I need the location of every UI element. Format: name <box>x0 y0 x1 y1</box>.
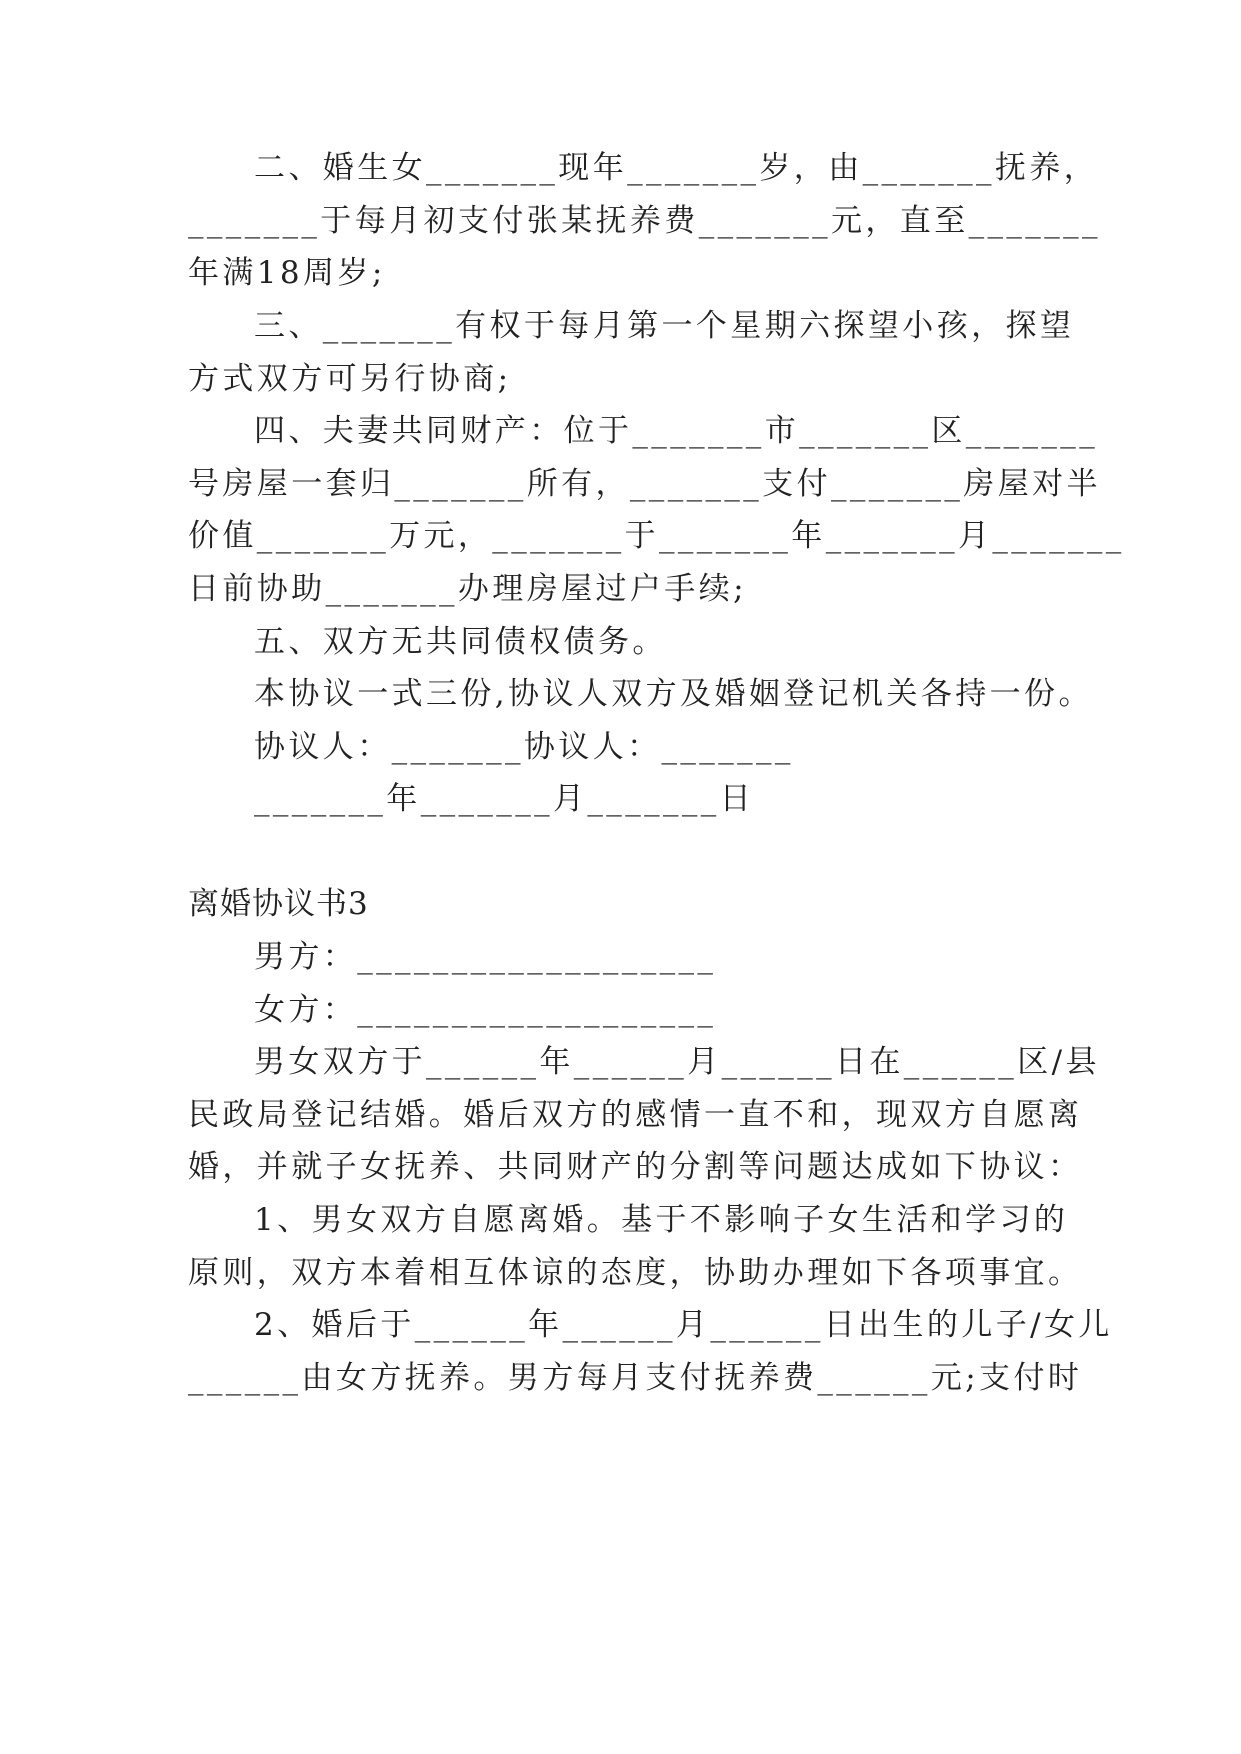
signatories-line: 协议人：_______协议人：_______ <box>254 729 794 765</box>
date-line: _______年_______月_______日 <box>254 781 755 817</box>
clause-4-line-4: 日前协助_______办理房屋过户手续; <box>188 571 747 607</box>
clause-5: 五、双方无共同债权债务。 <box>254 624 667 660</box>
item-2-line-2: ______由女方抚养。男方每月支付抚养费______元;支付时 <box>188 1360 1083 1396</box>
clause-2-line-2: _______于每月初支付张某抚养费_______元，直至_______ <box>188 203 1101 239</box>
section-title: 离婚协议书3 <box>188 886 369 922</box>
clause-4-line-3: 价值_______万元，_______于_______年_______月_______ <box>188 518 1125 554</box>
marriage-registration-line-2: 民政局登记结婚。婚后双方的感情一直不和，现双方自愿离 <box>188 1097 1083 1133</box>
item-2-line-1: 2、婚后于______年______月______日出生的儿子/女儿 <box>254 1307 1113 1343</box>
copies-statement: 本协议一式三份,协议人双方及婚姻登记机关各持一份。 <box>254 676 1093 712</box>
clause-2-line-3: 年满18周岁; <box>188 255 386 291</box>
clause-4-line-2: 号房屋一套归_______所有，_______支付_______房屋对半 <box>188 466 1101 502</box>
item-1-line-1: 1、男女双方自愿离婚。基于不影响子女生活和学习的 <box>254 1202 1069 1238</box>
clause-3-line-1: 三、_______有权于每月第一个星期六探望小孩，探望 <box>254 308 1075 344</box>
clause-2-line-1: 二、婚生女_______现年_______岁，由_______抚养， <box>254 150 1099 186</box>
clause-4-line-1: 四、夫妻共同财产：位于_______市_______区_______ <box>254 413 1099 449</box>
clause-3-line-2: 方式双方可另行协商; <box>188 361 512 397</box>
husband-field: 男方：___________________ <box>254 939 717 975</box>
item-1-line-2: 原则，双方本着相互体谅的态度，协助办理如下各项事宜。 <box>188 1255 1083 1291</box>
marriage-registration-line-3: 婚，并就子女抚养、共同财产的分割等问题达成如下协议： <box>188 1149 1083 1185</box>
marriage-registration-line-1: 男女双方于______年______月______日在______区/县 <box>254 1044 1100 1080</box>
wife-field: 女方：___________________ <box>254 992 717 1028</box>
